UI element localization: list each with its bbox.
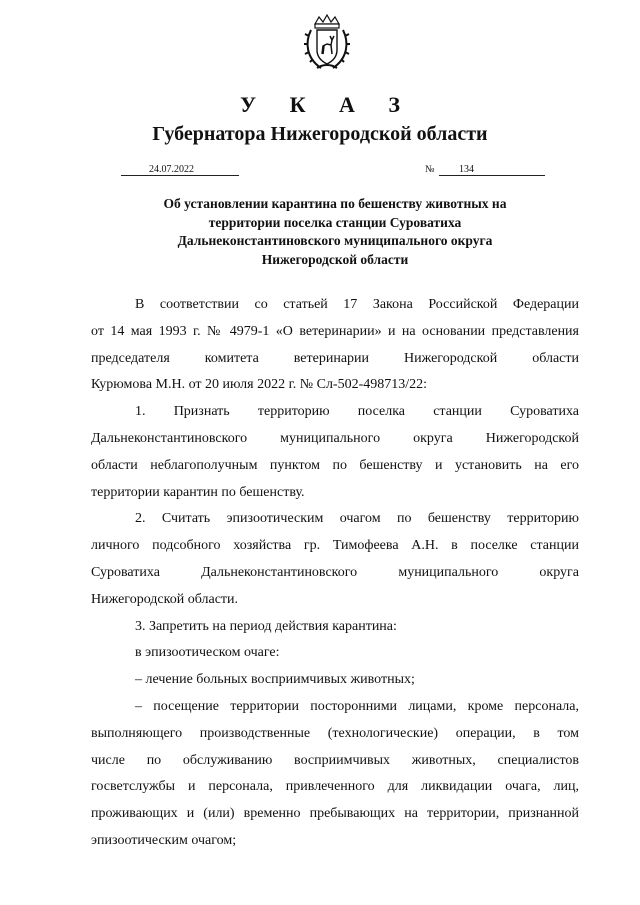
- body-line: председателя комитета ветеринарии Нижегородской области: [91, 350, 579, 366]
- body-line: Нижегородской области.: [91, 591, 239, 607]
- body-line: 1. Признать территорию поселка станции Суроватиха: [135, 404, 579, 420]
- body-line: проживающих и (или) временно пребывающих на территории, признанной: [91, 806, 579, 822]
- body-line: личного подсобного хозяйства гр. Тимофеева А.Н. в поселке станции: [91, 538, 579, 554]
- body-line: территории карантин по бешенству.: [91, 484, 305, 500]
- heading-line: Дальнеконстантиновского муниципального округа: [177, 233, 493, 248]
- document-body: [91, 292, 579, 855]
- body-line: в эпизоотическом очаге:: [135, 645, 280, 661]
- body-line: от 14 мая 1993 г. № 4979-1 «О ветеринарии» и на основании представления: [91, 323, 579, 339]
- body-line: Дальнеконстантиновского муниципального округа Нижегородской: [91, 430, 579, 446]
- document-heading: [90, 195, 580, 269]
- document-title: У К А З: [239, 92, 415, 117]
- body-line: области неблагополучным пунктом по бешенству и установить на его: [91, 457, 579, 473]
- number-label: №: [425, 164, 435, 175]
- body-line: эпизоотическим очагом;: [91, 832, 237, 848]
- heading-line: Об установлении карантина по бешенству животных на: [163, 196, 507, 211]
- body-line: – лечение больных восприимчивых животных;: [135, 672, 415, 688]
- body-line: Суроватиха Дальнеконстантиновского муниципального округа: [91, 564, 579, 580]
- body-line: 3. Запретить на период действия карантина:: [135, 618, 397, 634]
- coat-of-arms-emblem: [303, 14, 351, 72]
- body-line: 2. Считать эпизоотическим очагом по бешенству территорию: [135, 511, 579, 527]
- heading-line: Нижегородской области: [261, 251, 409, 267]
- number-underline: [439, 163, 545, 176]
- body-line: числе по обслуживанию восприимчивых животных, специалистов: [91, 752, 579, 768]
- document-subtitle: Губернатора Нижегородской области: [152, 123, 488, 145]
- coat-of-arms-icon: [303, 14, 351, 72]
- body-line: госветслужбы и персонала, привлеченного для ликвидации очага, лиц,: [91, 779, 579, 795]
- date-underline: [121, 163, 239, 176]
- body-line: В соответствии со статьей 17 Закона Российской Федерации: [135, 297, 579, 312]
- date-value: 24.07.2022: [149, 164, 194, 175]
- heading-line: территории поселка станции Суроватиха: [208, 214, 462, 230]
- body-line: – посещение территории посторонними лицами, кроме персонала,: [135, 698, 579, 714]
- body-line: выполняющего производственные (технологические) операции, в том: [91, 725, 579, 741]
- number-value: 134: [459, 164, 474, 175]
- body-line: Курюмова М.Н. от 20 июля 2022 г. № Сл-502-498713/22:: [91, 377, 428, 393]
